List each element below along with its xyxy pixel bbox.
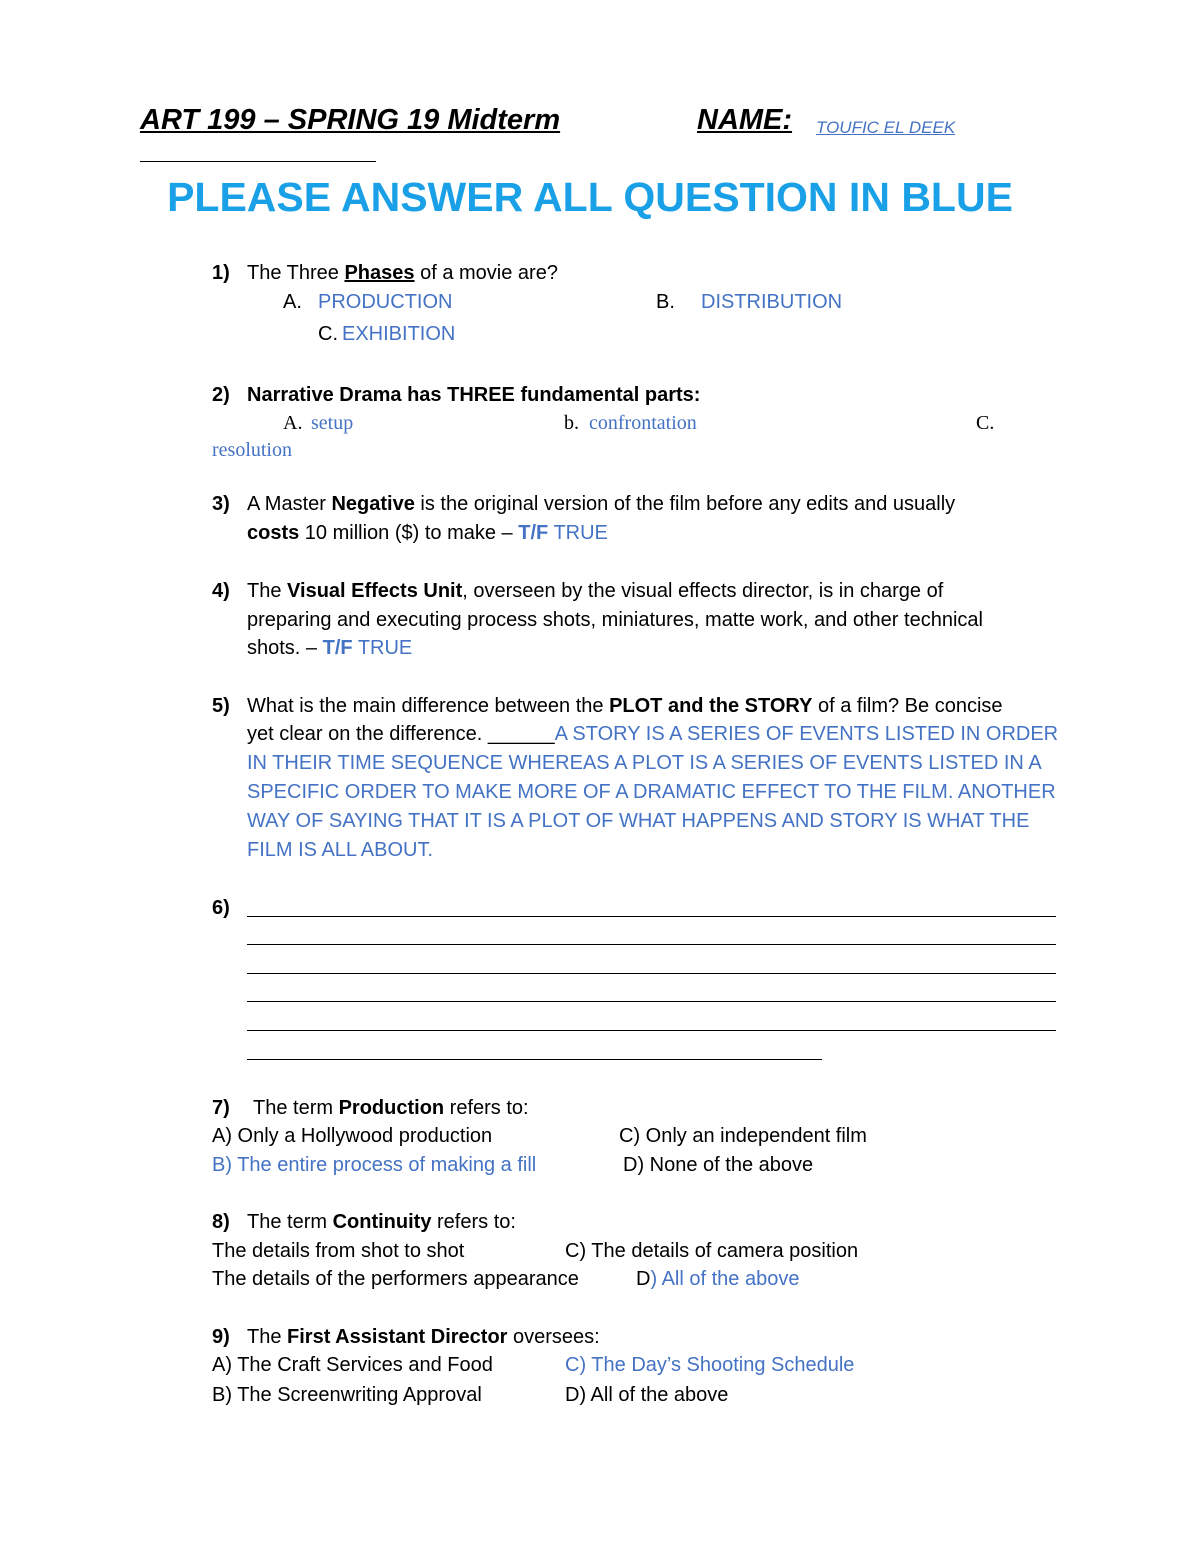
q3-line1: A Master Negative is the original version of the film before any edits and usually xyxy=(247,493,956,515)
name-label: NAME: xyxy=(697,104,793,136)
q3-line2: costs 10 million ($) to make – T/F TRUE xyxy=(247,522,608,544)
header-underline xyxy=(140,161,376,162)
q8-option-c: C) The details of camera position xyxy=(565,1240,859,1262)
student-name: TOUFIC EL DEEK xyxy=(816,118,956,137)
q8-text: The term Continuity refers to: xyxy=(247,1211,516,1233)
q4-line1: The Visual Effects Unit, overseen by the visual effects director, is in charge of xyxy=(247,580,944,602)
q1-a-answer: PRODUCTION xyxy=(318,291,453,313)
q3-number: 3) xyxy=(212,493,230,515)
q9-option-d: D) All of the above xyxy=(565,1384,729,1406)
q2-number: 2) xyxy=(212,384,230,406)
q5-answer-block: yet clear on the difference. ______A STORY IS A SERIES OF EVENTS LISTED IN ORDER IN THEIR TIME SEQUENCE WHEREAS A PLOT IS A SERIES OF EVENTS LISTED IN A SPECIFIC ORDER TO MAKE MORE OF A DRAMATIC EFFECT TO THE FILM. ANOTHER WAY OF SAYING THAT IT IS A PLOT OF WHAT HAPPENS AND STORY IS WHAT THE FILM IS ALL ABOUT. xyxy=(247,723,1059,861)
q2-c-label: C. xyxy=(976,412,995,434)
q2-a-label: A. xyxy=(283,412,303,434)
q7-option-c: C) Only an independent film xyxy=(619,1125,867,1147)
q4-answer: TRUE xyxy=(357,637,413,659)
q6-blank-line[interactable] xyxy=(247,916,1056,917)
q2-a-answer: setup xyxy=(311,412,354,434)
q6-blank-line[interactable] xyxy=(247,973,1056,974)
course-title: ART 199 – SPRING 19 Midterm xyxy=(140,104,561,136)
q2-c-answer: resolution xyxy=(212,439,292,461)
q6-blank-line[interactable] xyxy=(247,1059,822,1060)
q8-option-d: D) All of the above xyxy=(636,1268,800,1290)
q7-option-d: D) None of the above xyxy=(623,1154,814,1176)
q8-number: 8) xyxy=(212,1211,230,1233)
q9-number: 9) xyxy=(212,1326,230,1348)
q7-option-a: A) Only a Hollywood production xyxy=(212,1125,493,1147)
q8-answer: ) All of the above xyxy=(650,1268,800,1290)
q7-text: The term Production refers to: xyxy=(253,1097,529,1119)
q1-text: The Three Phases of a movie are? xyxy=(247,262,558,284)
q2-b-label: b. xyxy=(564,412,579,434)
q1-a-label: A. xyxy=(283,291,302,313)
q1-b-label: B. xyxy=(656,291,675,313)
q9-text: The First Assistant Director oversees: xyxy=(247,1326,600,1348)
q6-blank-line[interactable] xyxy=(247,1030,1056,1031)
q1-c-answer: EXHIBITION xyxy=(342,323,456,345)
q9-option-a: A) The Craft Services and Food xyxy=(212,1354,493,1376)
q5-line1: What is the main difference between the PLOT and the STORY of a film? Be concise xyxy=(247,695,1003,717)
q8-option-b: The details of the performers appearance xyxy=(212,1268,579,1290)
q4-line3: shots. – T/F TRUE xyxy=(247,637,413,659)
q2-text: Narrative Drama has THREE fundamental parts: xyxy=(247,384,701,406)
q1-c-label: C. xyxy=(318,323,338,345)
q6-number: 6) xyxy=(212,897,230,919)
q7-number: 7) xyxy=(212,1097,230,1119)
q1-number: 1) xyxy=(212,262,230,284)
q7-option-b-answer: B) The entire process of making a fill xyxy=(212,1154,537,1176)
q5-number: 5) xyxy=(212,695,230,717)
instruction-heading: PLEASE ANSWER ALL QUESTION IN BLUE xyxy=(167,174,1013,220)
q8-option-a: The details from shot to shot xyxy=(212,1240,465,1262)
q5-answer: A STORY IS A SERIES OF EVENTS LISTED IN ORDER IN THEIR TIME SEQUENCE WHEREAS A PLOT IS A SERIES OF EVENTS LISTED IN A SPECIFIC ORDER TO MAKE MORE OF A DRAMATIC EFFECT TO THE FILM. ANOTHER WAY OF SAYING THAT IT IS A PLOT OF WHAT HAPPENS AND STORY IS WHAT THE FILM IS ALL ABOUT. xyxy=(247,723,1059,861)
q9-option-c-answer: C) The Day’s Shooting Schedule xyxy=(565,1354,855,1376)
q2-b-answer: confrontation xyxy=(589,412,697,434)
q9-option-b: B) The Screenwriting Approval xyxy=(212,1384,482,1406)
q3-answer: TRUE xyxy=(553,522,608,544)
q1-b-answer: DISTRIBUTION xyxy=(701,291,843,313)
q4-line2: preparing and executing process shots, miniatures, matte work, and other technical xyxy=(247,609,983,631)
q4-number: 4) xyxy=(212,580,230,602)
q6-blank-line[interactable] xyxy=(247,944,1056,945)
q6-blank-line[interactable] xyxy=(247,1001,1056,1002)
